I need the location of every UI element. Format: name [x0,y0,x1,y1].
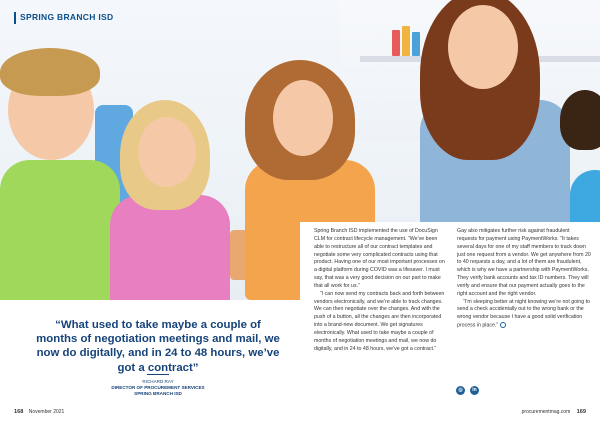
article-column-2 [457,228,591,330]
website-link[interactable]: procurementmag.com [521,409,571,415]
book [412,32,420,56]
paragraph-text: “I’m sleeping better at night knowing we’re not going to send a check accidentally out to the wrong bank or the wrong vendor because I have a good solid verification process in place.” [457,298,590,329]
attribution-name: RICHARD RAY [142,379,174,384]
book [402,26,410,56]
paragraph: Gay also mitigates further risk against fraudulent requests for payment using PaymentWorks. “It takes several days for one of my staff members to track down just one request from a vendor. We get anywhere from 20 to 40 requests a day, and a lot of them are fraudulent, which is why we have a partnership with PaymentWorks. They verify bank accounts and tax ID numbers. They will verify and ensure that our payment actually goes to the right account and the right vendor. [457,228,591,297]
paragraph [457,299,591,331]
linkedin-icon[interactable]: in [470,386,479,395]
paragraph: Spring Branch ISD implemented the use of DocuSign CLM for contract lifecycle management. “We’ve been able to restructure all of our contract templates and negotiate some very complicated contracts using that product. Having one of our most important processes on a digital platform during COVID was a lifesaver. I must say, that was a very good decision on our part to make that all work for us.” [314,228,445,289]
share-icon[interactable]: ◎ [456,386,465,395]
footer-left [14,409,64,415]
pull-quote: “What used to take maybe a couple of months of negotiation meetings and mail, we now do digitally, and in 24 to 48 hours, we’ve got a contract” [36,319,280,374]
issue-date: November 2021 [28,409,65,415]
publication-header: SPRING BRANCH ISD [20,12,114,22]
quote-divider [147,374,169,375]
article-column-1 [314,228,448,354]
page-number-right: 169 [576,409,586,415]
page-number-left: 168 [14,409,24,415]
attribution-org: SPRING BRANCH ISD [134,391,182,396]
end-of-article-icon [500,322,506,328]
paragraph: “I can now send my contracts back and forth between vendors electronically, and we’re able to track changes. We can then negotiate over the changes. And with the push of a button, all the changes are then incorporated into a brand-new document. We get signatures electronically. What used to take maybe a couple of months of negotiation meetings and mail, we now do digitally, and in 24 to 48 hours, we’ve got a contract.” [314,290,445,352]
header-accent-bar [14,12,16,24]
footer-right [522,409,586,415]
attribution-title: DIRECTOR OF PROCUREMENT SERVICES [111,385,205,390]
quote-attribution [36,379,280,397]
book [392,30,400,56]
